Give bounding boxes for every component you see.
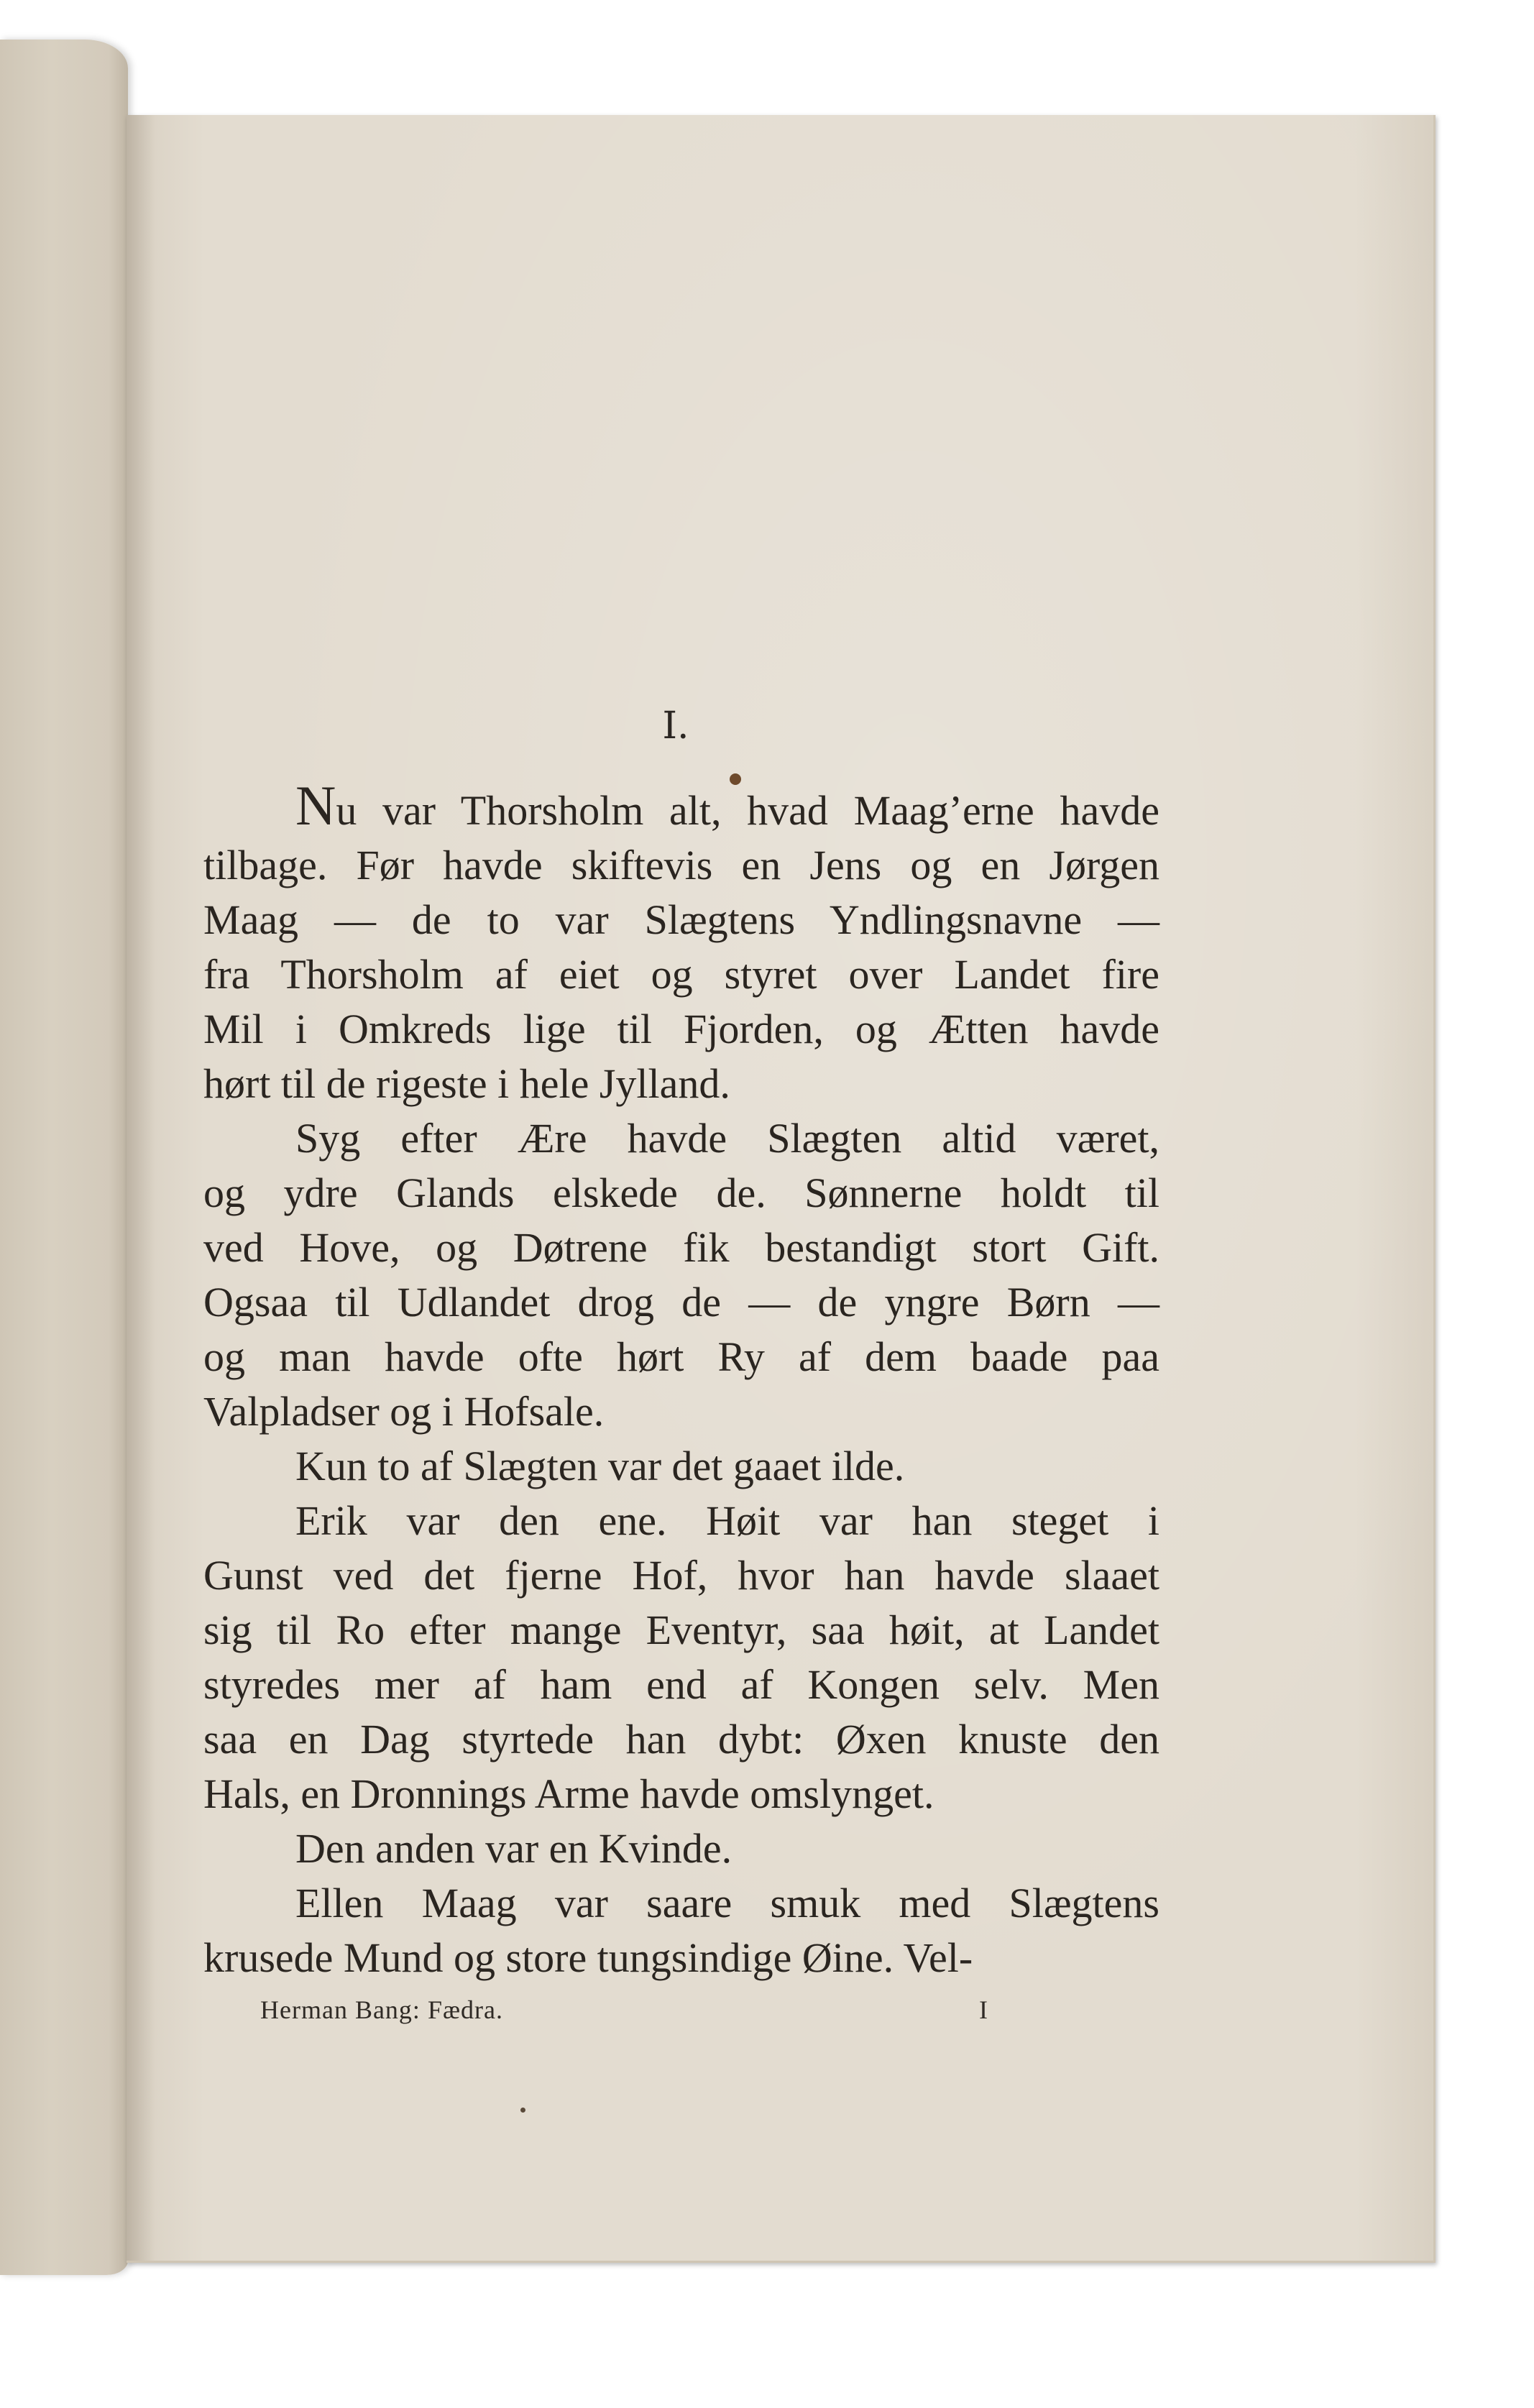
line-text: u var Thorsholm alt, hvad Maag’erne havde [336, 787, 1159, 834]
text-line [203, 1384, 1159, 1439]
line-text: Ogsaa til Udlandet drog de — de yngre Børn — [203, 1279, 1159, 1325]
line-text: Ellen Maag var saare smuk med Slægtens [295, 1880, 1159, 1926]
line-text: hørt til de rigeste i hele Jylland. [203, 1060, 730, 1107]
line-text: Den anden var en Kvinde. [295, 1825, 732, 1872]
line-text: ved Hove, og Døtrene fik bestandigt stort Gift. [203, 1224, 1159, 1271]
text-line [203, 1603, 1159, 1658]
chapter-number: I. [662, 704, 689, 748]
text-line [203, 1712, 1159, 1767]
text-line [203, 893, 1159, 947]
line-text: Valpladser og i Hofsale. [203, 1388, 605, 1435]
text-line [203, 1166, 1159, 1221]
line-text: Erik var den ene. Høit var han steget i [295, 1497, 1159, 1544]
line-text: Gunst ved det fjerne Hof, hvor han havde slaaet [203, 1552, 1159, 1599]
line-text: sig til Ro efter mange Eventyr, saa høit, at Landet [203, 1607, 1159, 1653]
text-line [203, 838, 1159, 893]
text-line [203, 774, 1159, 838]
gutter-shadow [127, 115, 155, 2261]
line-text: tilbage. Før havde skiftevis en Jens og en Jørgen [203, 842, 1159, 888]
text-line [203, 1876, 1159, 1931]
text-line [203, 1330, 1159, 1384]
line-text: krusede Mund og store tungsindige Øine. Vel- [203, 1934, 973, 1981]
text-line [203, 1275, 1159, 1330]
text-line [203, 1494, 1159, 1548]
text-line [203, 1439, 1159, 1494]
initial-letter: N [295, 774, 336, 837]
line-text: fra Thorsholm af eiet og styret over Landet fire [203, 951, 1159, 998]
text-line [203, 1057, 1159, 1111]
line-text: Mil i Omkreds lige til Fjorden, og Ætten havde [203, 1006, 1159, 1052]
line-text: saa en Dag styrtede han dybt: Øxen knuste den [203, 1716, 1159, 1763]
running-footer-title: Herman Bang: Fædra. [260, 1995, 503, 2024]
line-text: og man havde ofte hørt Ry af dem baade paa [203, 1333, 1159, 1380]
line-text: Kun to af Slægten var det gaaet ilde. [295, 1443, 905, 1489]
text-line [203, 1002, 1159, 1057]
line-text: Syg efter Ære havde Slægten altid været, [295, 1115, 1159, 1162]
text-line [203, 1221, 1159, 1275]
line-text: Hals, en Dronnings Arme havde omslynget. [203, 1770, 934, 1817]
text-line [203, 1767, 1159, 1821]
line-text: styredes mer af ham end af Kongen selv. Men [203, 1661, 1159, 1708]
text-line [203, 947, 1159, 1002]
body-text [203, 774, 1159, 1985]
text-line [203, 1111, 1159, 1166]
signature-mark: I [979, 1995, 988, 2024]
text-line [203, 1931, 1159, 1985]
text-line [203, 1658, 1159, 1712]
line-text: Maag — de to var Slægtens Yndlingsnavne — [203, 896, 1159, 943]
line-text: og ydre Glands elskede de. Sønnerne holdt til [203, 1169, 1159, 1216]
left-page-edge [0, 40, 128, 2275]
text-line [203, 1821, 1159, 1876]
foxing-spot [520, 2108, 525, 2113]
text-line [203, 1548, 1159, 1603]
